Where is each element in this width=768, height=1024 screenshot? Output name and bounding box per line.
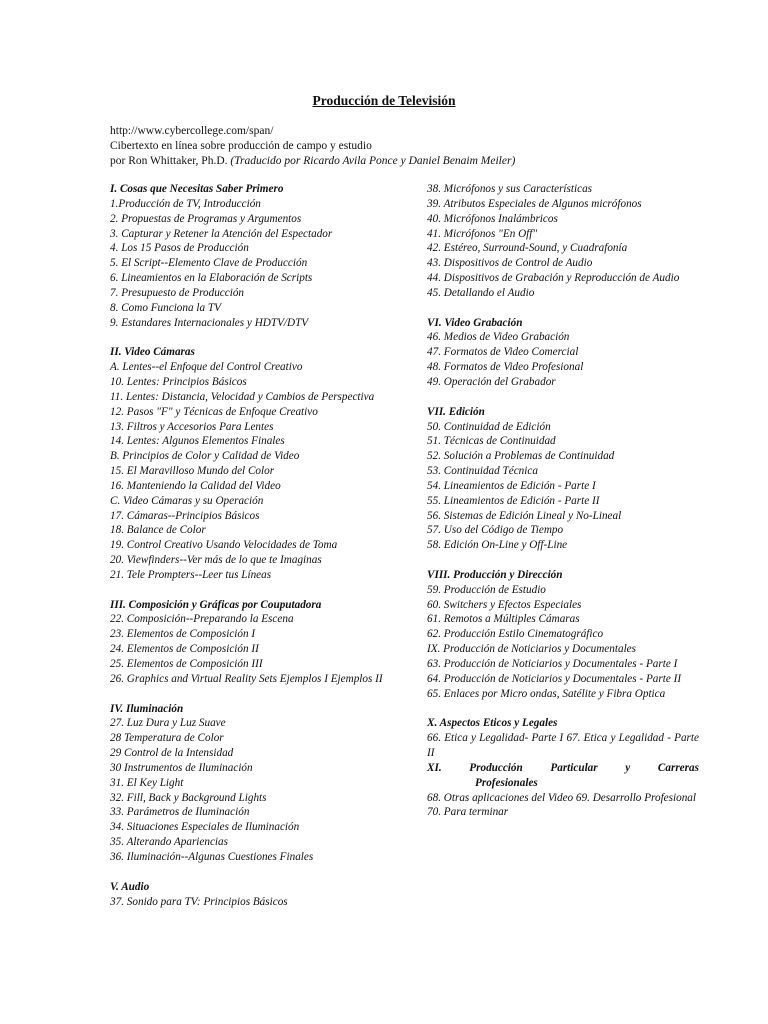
toc-item[interactable]: 59. Producción de Estudio <box>427 583 546 596</box>
author: por Ron Whittaker, Ph.D. <box>110 155 228 167</box>
toc-item[interactable]: 35. Alterando Apariencias <box>110 836 228 849</box>
subtitle: Cibertexto en línea sobre producción de campo y estudio <box>110 140 372 152</box>
toc-item[interactable]: 56. Sistemas de Edición Lineal y No-Lineal <box>427 509 622 522</box>
section-title: IV. Iluminación <box>110 702 184 715</box>
page-title: Producción de Televisión <box>312 93 456 108</box>
section <box>110 598 398 687</box>
toc-item[interactable]: 24. Elementos de Composición II <box>110 643 259 656</box>
section <box>427 568 699 702</box>
toc-item[interactable]: 9. Estandares Internacionales y HDTV/DTV <box>110 316 309 329</box>
toc-item[interactable]: C. Video Cámaras y su Operación <box>110 494 264 507</box>
section-title: VIII. Producción y Dirección <box>427 568 563 581</box>
section <box>427 716 699 761</box>
toc-item[interactable]: 6. Lineamientos en la Elaboración de Scripts <box>110 272 313 285</box>
toc-item[interactable]: 10. Lentes: Principios Básicos <box>110 375 247 388</box>
toc-item[interactable]: 50. Continuidad de Edición <box>427 420 551 433</box>
toc-item[interactable]: 64. Producción de Noticiarios y Documentales - Parte II <box>427 672 682 685</box>
section-title-word: XI. <box>427 761 442 774</box>
toc-item[interactable]: 3. Capturar y Retener la Atención del Espectador <box>110 227 333 240</box>
toc-item[interactable]: 48. Formatos de Video Profesional <box>427 361 584 374</box>
toc-item[interactable]: 23. Elementos de Composición I <box>110 628 256 641</box>
toc-item[interactable]: 51. Técnicas de Continuidad <box>427 435 556 448</box>
section-items <box>427 791 699 821</box>
toc-item[interactable]: 27. Luz Dura y Luz Suave <box>110 717 226 730</box>
toc-item[interactable]: IX. Producción de Noticiarios y Documentales <box>427 643 636 656</box>
toc-item[interactable]: 28 Temperatura de Color <box>110 732 224 745</box>
toc-item[interactable]: 32. Fill, Back y Background Lights <box>110 791 267 804</box>
section-title: VII. Edición <box>427 405 485 418</box>
toc-item[interactable]: 36. Iluminación--Algunas Cuestiones Finales <box>110 850 314 863</box>
section-title: X. Aspectos Eticos y Legales <box>427 717 558 730</box>
right-sections <box>427 182 699 761</box>
toc-item[interactable]: 33. Parámetros de Iluminación <box>110 806 250 819</box>
toc-item[interactable]: 26. Graphics and Virtual Reality Sets Ejemplos I Ejemplos II <box>110 672 383 685</box>
toc-item[interactable]: 41. Micrófonos "En Off" <box>427 227 538 240</box>
toc-item[interactable]: 14. Lentes: Algunos Elementos Finales <box>110 435 285 448</box>
toc-item[interactable]: 5. El Script--Elemento Clave de Producción <box>110 257 308 270</box>
toc-item[interactable]: 38. Micrófonos y sus Características <box>427 183 593 195</box>
toc-item[interactable]: 49. Operación del Grabador <box>427 375 556 388</box>
section-title: II. Video Cámaras <box>110 346 195 359</box>
section-title: V. Audio <box>110 880 150 893</box>
toc-item[interactable]: 42. Estéreo, Surround-Sound, y Cuadrafonía <box>427 242 628 255</box>
toc-item[interactable]: 43. Dispositivos de Control de Audio <box>427 257 593 270</box>
author-line <box>110 154 515 169</box>
toc-item[interactable]: 47. Formatos de Video Comercial <box>427 346 579 359</box>
toc-item[interactable]: 46. Medios de Video Grabación <box>427 331 570 344</box>
section-title <box>427 761 699 776</box>
toc-item[interactable]: B. Principios de Color y Calidad de Video <box>110 450 300 463</box>
toc-item[interactable]: 12. Pasos "F" y Técnicas de Enfoque Creativo <box>110 405 318 418</box>
toc-item[interactable]: 15. El Maravilloso Mundo del Color <box>110 465 275 478</box>
toc-item[interactable]: 68. Otras aplicaciones del Video 69. Desarrollo Profesional <box>427 791 696 804</box>
section-title-line2: Profesionales <box>475 776 538 789</box>
toc-item[interactable]: 4. Los 15 Pasos de Producción <box>110 242 249 255</box>
section <box>427 182 699 301</box>
toc-item[interactable]: 63. Producción de Noticiarios y Documentales - Parte I <box>427 658 678 670</box>
toc-item[interactable]: 19. Control Creativo Usando Velocidades de Toma <box>110 539 338 552</box>
toc-item[interactable]: 65. Enlaces por Micro ondas, Satélite y Fibra Optica <box>427 687 666 700</box>
section <box>427 405 699 553</box>
toc-item[interactable]: 55. Lineamientos de Edición - Parte II <box>427 494 600 507</box>
toc-item[interactable]: 11. Lentes: Distancia, Velocidad y Cambios de Perspectiva <box>110 390 375 403</box>
section-xi <box>427 761 699 820</box>
toc-item[interactable]: 39. Atributos Especiales de Algunos micrófonos <box>427 197 642 210</box>
toc-item[interactable]: 60. Switchers y Efectos Especiales <box>427 598 582 611</box>
toc-item[interactable]: 57. Uso del Código de Tiempo <box>427 524 564 537</box>
section <box>110 345 398 583</box>
toc-item[interactable]: 2. Propuestas de Programas y Argumentos <box>110 212 302 225</box>
section-title-word: Carreras <box>657 761 699 774</box>
section-title-word: y <box>625 761 631 774</box>
toc-item[interactable]: 37. Sonido para TV: Principios Básicos <box>110 895 288 908</box>
toc-item[interactable]: 22. Composición--Preparando la Escena <box>110 613 294 626</box>
section <box>110 182 398 330</box>
toc-item[interactable]: 54. Lineamientos de Edición - Parte I <box>427 479 596 492</box>
toc-item[interactable]: 45. Detallando el Audio <box>427 286 535 299</box>
section-title: VI. Video Grabación <box>427 316 523 329</box>
toc-item[interactable]: 8. Como Funciona la TV <box>110 301 221 314</box>
section-title: III. Composición y Gráficas por Couputadora <box>110 598 322 611</box>
toc-item[interactable]: 13. Filtros y Accesorios Para Lentes <box>110 420 274 433</box>
toc-item[interactable]: 40. Micrófonos Inalámbricos <box>427 212 558 225</box>
toc-item[interactable]: 53. Continuidad Técnica <box>427 465 538 478</box>
toc-item[interactable]: 62. Producción Estilo Cinematográfico <box>427 628 604 641</box>
source-url[interactable]: http://www.cybercollege.com/span/ <box>110 125 274 137</box>
translators: (Traducido por Ricardo Avila Ponce y Daniel Benaim Meiler) <box>230 155 516 167</box>
section-title: I. Cosas que Necesitas Saber Primero <box>110 183 284 195</box>
toc-item[interactable]: 61. Remotos a Múltiples Cámaras <box>427 613 580 626</box>
section <box>110 702 398 865</box>
toc-item[interactable]: A. Lentes--el Enfoque del Control Creativo <box>110 361 303 374</box>
toc-item[interactable]: 31. El Key Light <box>110 776 184 789</box>
toc-item[interactable]: 29 Control de la Intensidad <box>110 747 234 760</box>
toc-item[interactable]: 52. Solución a Problemas de Continuidad <box>427 450 615 463</box>
toc-item[interactable]: 25. Elementos de Composición III <box>110 658 263 670</box>
toc-item[interactable]: 21. Tele Prompters--Leer tus Líneas <box>110 568 272 581</box>
section <box>110 880 398 910</box>
left-column <box>110 182 398 909</box>
section <box>427 316 699 390</box>
toc-item[interactable]: 17. Cámaras--Principios Básicos <box>110 509 260 522</box>
document-header <box>110 124 515 169</box>
toc-item[interactable]: 30 Instrumentos de Iluminación <box>110 761 253 774</box>
toc-item[interactable]: 1.Producción de TV, Introducción <box>110 197 261 210</box>
toc-item[interactable]: 58. Edición On-Line y Off-Line <box>427 539 568 552</box>
section-title-word: Particular <box>550 761 598 774</box>
toc-item[interactable]: 34. Situaciones Especiales de Iluminación <box>110 821 300 834</box>
toc-item[interactable]: 18. Balance de Color <box>110 524 206 537</box>
toc-item[interactable]: 66. Etica y Legalidad- Parte I 67. Etica y Legalidad - Parte II <box>427 732 699 760</box>
toc-item[interactable]: 20. Viewfinders--Ver más de lo que te Imaginas <box>110 554 322 567</box>
toc-item[interactable]: 70. Para terminar <box>427 806 509 819</box>
toc-item[interactable]: 16. Manteniendo la Calidad del Video <box>110 479 281 492</box>
section-title-word: Producción <box>469 761 523 774</box>
toc-item[interactable]: 7. Presupuesto de Producción <box>110 286 245 299</box>
toc-item[interactable]: 44. Dispositivos de Grabación y Reproducción de Audio <box>427 272 680 285</box>
right-column <box>427 182 699 820</box>
